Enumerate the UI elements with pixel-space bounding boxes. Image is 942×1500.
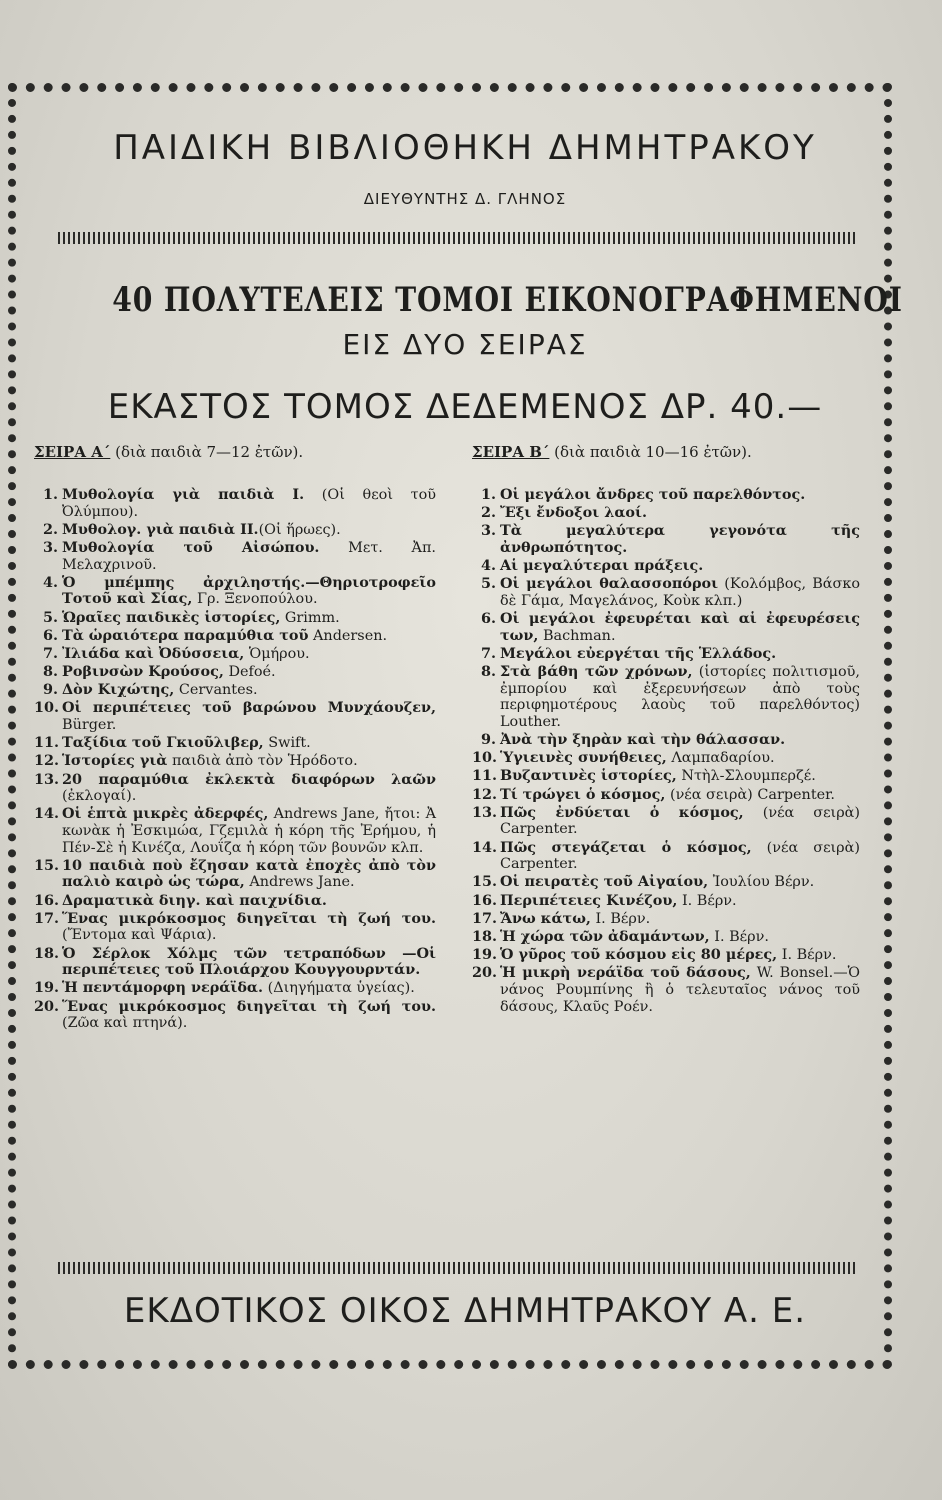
series-a-heading	[34, 443, 303, 461]
item-number: 2.	[480, 504, 496, 522]
item-number: 12.	[34, 752, 60, 770]
item-number: 6.	[42, 626, 58, 644]
item-number: 7.	[480, 644, 496, 662]
item-title: Ἡ πεντάμορφη νεράϊδα.	[62, 979, 263, 997]
item-title: Ἔξι ἔνδοξοι λαοί.	[500, 504, 647, 522]
item-number: 17.	[34, 909, 60, 927]
list-item	[34, 806, 436, 856]
item-number: 8.	[42, 663, 58, 681]
series-b-list	[472, 487, 860, 1017]
list-item	[34, 999, 436, 1032]
item-number: 2.	[42, 520, 58, 538]
item-number: 13.	[34, 770, 60, 788]
item-number: 12.	[472, 785, 498, 803]
list-item	[34, 893, 436, 910]
item-details: Λαμπαδαρίου.	[666, 750, 775, 767]
item-details: (ἱστορίες πολιτισμοῦ, ἐμπορίου καὶ ἐξερευνήσεων ἀπὸ τοὺς περιφημοτέρους λαοὺς τοῦ παρελθόντος) Louther.	[500, 664, 861, 730]
item-title: Οἱ πειρατὲς τοῦ Αἰγαίου,	[500, 873, 709, 891]
item-details: Cervantes.	[174, 682, 258, 699]
item-title: Οἱ ἑπτὰ μικρὲς ἀδερφές,	[62, 805, 269, 823]
item-details: (Κολόμβος, Βάσκο δὲ Γάμα, Μαγελάνος, Κοὺκ κλπ.)	[500, 576, 860, 609]
item-details: (ἐκλογαί).	[62, 788, 137, 805]
item-title: Περιπέτειες Κινέζου,	[500, 891, 678, 909]
item-title: Τὰ μεγαλύτερα γεγονότα τῆς ἀνθρωπότητος.	[500, 522, 860, 556]
item-title: 10 παιδιὰ ποὺ ἔζησαν κατὰ ἐποχὲς ἀπὸ τὸν παλιὸ καιρὸ ὡς τώρα,	[62, 856, 436, 891]
item-title: Ὡραῖες παιδικὲς ἱστορίες,	[62, 608, 281, 626]
series-a-list	[34, 487, 436, 1033]
top-divider-stripe	[58, 232, 856, 244]
item-details: Ι. Βέρν.	[677, 892, 737, 909]
item-title: Ἰλιάδα καὶ Ὀδύσσεια,	[62, 644, 245, 662]
item-number: 13.	[472, 803, 498, 821]
list-item	[34, 575, 436, 608]
item-number: 16.	[472, 891, 498, 909]
item-title: Ταξίδια τοῦ Γκιοῦλιβερ,	[62, 734, 264, 752]
list-item	[472, 732, 860, 749]
item-title: Αἱ μεγαλύτεραι πράξεις.	[500, 557, 704, 575]
series-a-name: ΣΕΙΡΑ Α΄	[34, 443, 111, 461]
item-title: Τὰ ὡραιότερα παραμύθια τοῦ	[62, 626, 309, 644]
item-title: Ἀνὰ τὴν ξηρὰν καὶ τὴν θάλασσαν.	[500, 731, 786, 749]
series-title: ΠΑΙΔΙΚΗ ΒΙΒΛΙΟΘΗΚΗ ΔΗΜΗΤΡΑΚΟΥ	[113, 128, 817, 168]
item-details: Μετ. Ἀπ. Μελαχρινοῦ.	[62, 539, 436, 573]
item-details: Andrews Jane, ἤτοι: Ἀ κωνὰκ ἡ Ἐσκιμώα, Γζεμιλὰ ἡ κόρη τῆς Ἐρήμου, ἡ Πέν-Σὲ ἡ Κινέζα, Λουΐζα ἡ κόρη τῶν βουνῶν κλπ.	[62, 806, 436, 856]
item-title: Ροβινσὼν Κρούσος,	[62, 663, 224, 681]
item-title: Ἡ μικρὴ νεράϊδα τοῦ δάσους,	[500, 964, 751, 982]
item-number: 8.	[480, 663, 496, 681]
item-title: Οἱ μεγάλοι ἄνδρες τοῦ παρελθόντος.	[500, 486, 806, 503]
list-item	[472, 874, 860, 891]
item-title: Οἱ μεγάλοι ἐφευρέται καὶ αἱ ἐφευρέσεις των,	[500, 610, 860, 644]
item-details: Andrews Jane.	[244, 874, 355, 891]
item-details: (νέα σειρὰ) Carpenter.	[665, 786, 835, 803]
item-title: Οἱ μεγάλοι θαλασσοπόροι	[500, 575, 719, 593]
subheading-price: ΕΚΑΣΤΟΣ ΤΟΜΟΣ ΔΕΔΕΜΕΝΟΣ ΔΡ. 40.—	[107, 387, 823, 427]
item-title: Ὑγιεινὲς συνήθειες,	[500, 749, 667, 767]
item-details: Grimm.	[280, 609, 340, 626]
item-number: 11.	[472, 767, 498, 785]
item-details: (Διηγήματα ὑγείας).	[263, 980, 415, 997]
item-number: 6.	[480, 610, 496, 628]
list-item	[34, 540, 436, 573]
list-item	[472, 929, 860, 946]
list-item	[34, 646, 436, 663]
item-number: 20.	[34, 997, 60, 1015]
publisher-name: ΕΚΔΟΤΙΚΟΣ ΟΙΚΟΣ ΔΗΜΗΤΡΑΚΟΥ Α. Ε.	[123, 1291, 807, 1331]
item-details: Ι. Βέρν.	[709, 928, 769, 945]
item-title: Ἄνω κάτω,	[500, 909, 591, 927]
item-title: Δὸν Κιχώτης,	[62, 681, 175, 699]
item-number: 1.	[42, 486, 58, 503]
item-title: Μυθολογία τοῦ Αἰσώπου.	[62, 538, 320, 556]
list-item	[472, 947, 860, 964]
item-title: Ἕνας μικρόκοσμος διηγεῖται τὴ ζωή του.	[62, 997, 436, 1015]
item-number: 3.	[42, 538, 58, 556]
item-number: 19.	[34, 979, 60, 997]
item-details: (Οἱ θεοὶ τοῦ Ὀλύμπου).	[62, 487, 436, 520]
item-title: Πῶς στεγάζεται ὁ κόσμος,	[500, 838, 752, 856]
list-item	[472, 768, 860, 785]
list-item	[472, 611, 860, 644]
item-title: Στὰ βάθη τῶν χρόνων,	[500, 663, 693, 681]
item-number: 20.	[472, 964, 498, 982]
item-details: (Ζῶα καὶ πτηνά).	[62, 1015, 188, 1032]
item-number: 5.	[480, 575, 496, 593]
item-number: 4.	[42, 573, 58, 591]
list-item	[472, 911, 860, 928]
item-details: Ντὴλ-Σλουμπερζέ.	[676, 768, 816, 785]
item-details: παιδιὰ ἀπὸ τὸν Ἡρόδοτο.	[167, 753, 358, 770]
list-item	[472, 664, 860, 730]
item-title: Βυζαντινὲς ἱστορίες,	[500, 767, 677, 785]
list-item	[472, 750, 860, 767]
list-item	[34, 735, 436, 752]
list-item	[34, 610, 436, 627]
item-details: Andersen.	[308, 627, 388, 644]
item-number: 5.	[42, 608, 58, 626]
list-item	[34, 682, 436, 699]
list-item	[34, 487, 436, 520]
item-number: 4.	[480, 557, 496, 575]
list-item	[34, 664, 436, 681]
item-number: 15.	[34, 856, 60, 874]
subheading-two-series: ΕΙΣ ΔΥΟ ΣΕΙΡΑΣ	[342, 328, 588, 361]
list-item	[472, 893, 860, 910]
list-item	[472, 646, 860, 663]
item-number: 11.	[34, 734, 60, 752]
series-b-name: ΣΕΙΡΑ Β΄	[472, 443, 550, 461]
list-item	[34, 522, 436, 539]
item-details: Bürger.	[62, 717, 117, 734]
list-item	[34, 700, 436, 733]
item-number: 3.	[480, 522, 496, 540]
item-number: 10.	[472, 749, 498, 767]
item-details: Bachman.	[538, 627, 616, 644]
item-details: Ι. Βέρν.	[777, 947, 837, 964]
series-b-ages: (διὰ παιδιὰ 10—16 ἐτῶν).	[554, 443, 752, 461]
list-item	[472, 558, 860, 575]
item-number: 18.	[472, 927, 498, 945]
list-item	[472, 805, 860, 838]
list-item	[472, 505, 860, 522]
list-item	[34, 753, 436, 770]
item-number: 1.	[480, 486, 496, 503]
item-details: (Ἔντομα καὶ Ψάρια).	[62, 927, 217, 944]
item-title: Ἡ χώρα τῶν ἀδαμάντων,	[500, 927, 710, 945]
item-title: Οἱ περιπέτειες τοῦ βαρώνου Μυνχάουζεν,	[62, 699, 436, 717]
item-details: W. Bonsel.—Ὁ νάνος Ρουμπίνης ἢ ὁ τελευταῖος νάνος τοῦ δάσους, Κλαῦς Ροέν.	[500, 965, 860, 1015]
item-details: (Οἱ ἥρωες).	[258, 521, 341, 538]
item-title: Ἱστορίες γιὰ	[62, 752, 168, 770]
item-title: 20 παραμύθια ἐκλεκτὰ διαφόρων λαῶν	[62, 770, 436, 788]
item-details: Γρ. Ξενοπούλου.	[192, 591, 318, 608]
item-number: 17.	[472, 909, 498, 927]
series-b-heading	[472, 443, 752, 461]
item-title: Μυθολογ. γιὰ παιδιὰ ΙΙ.	[62, 520, 259, 538]
item-number: 16.	[34, 891, 60, 909]
list-item	[472, 965, 860, 1015]
list-item	[34, 858, 436, 891]
list-item	[34, 772, 436, 805]
item-details: Ι. Βέρν.	[590, 910, 651, 927]
item-number: 10.	[34, 699, 60, 717]
item-title: Τί τρώγει ὁ κόσμος,	[500, 785, 666, 803]
item-number: 9.	[480, 731, 496, 749]
bottom-divider-stripe	[58, 1262, 856, 1274]
item-details: (νέα σειρὰ) Carpenter.	[500, 839, 860, 873]
item-number: 14.	[34, 805, 60, 823]
item-title: Ἕνας μικρόκοσμος διηγεῖται τὴ ζωή του.	[62, 909, 436, 927]
item-number: 9.	[42, 681, 58, 699]
item-details: Swift.	[263, 735, 311, 752]
item-title: Δραματικὰ διηγ. καὶ παιχνίδια.	[62, 891, 327, 909]
item-details: Ἰουλίου Βέρν.	[708, 874, 815, 891]
series-a-ages: (διὰ παιδιὰ 7—12 ἐτῶν).	[115, 443, 304, 461]
list-item	[34, 980, 436, 997]
headline: 40 ΠΟΛΥΤΕΛΕΙΣ ΤΟΜΟΙ ΕΙΚΟΝΟΓΡΑΦΗΜΕΝΟΙ	[112, 280, 903, 320]
item-details: Ὁμήρου.	[244, 645, 310, 662]
list-item	[34, 911, 436, 944]
list-item	[472, 576, 860, 609]
item-title: Ὁ γῦρος τοῦ κόσμου εἰς 80 μέρες,	[500, 946, 778, 964]
item-number: 7.	[42, 644, 58, 662]
item-number: 18.	[34, 944, 60, 962]
item-title: Μεγάλοι εὐεργέται τῆς Ἑλλάδος.	[500, 644, 777, 662]
item-details: (νέα σειρὰ) Carpenter.	[500, 804, 860, 838]
item-details: Defoé.	[223, 664, 276, 681]
list-item	[34, 628, 436, 645]
item-title: Ὁ μπέμπης ἀρχιληστής.—Θηριοτροφεῖο Τοτοῦ καὶ Σίας,	[62, 573, 436, 608]
item-number: 19.	[472, 946, 498, 964]
item-title: Μυθολογία γιὰ παιδιὰ Ι.	[62, 486, 305, 503]
list-item	[472, 787, 860, 804]
item-title: Πῶς ἐνδύεται ὁ κόσμος,	[500, 803, 744, 821]
list-item	[472, 487, 860, 504]
list-item	[472, 523, 860, 556]
list-item	[472, 840, 860, 873]
item-title: Ὁ Σέρλοκ Χόλμς τῶν τετραπόδων —Οἱ περιπέτειες τοῦ Πλοιάρχου Κουγγουρντάν.	[62, 944, 436, 979]
director-line: ΔΙΕΥΘΥΝΤΗΣ Δ. ΓΛΗΝΟΣ	[363, 190, 567, 208]
item-number: 15.	[472, 873, 498, 891]
item-number: 14.	[472, 838, 498, 856]
list-item	[34, 946, 436, 979]
